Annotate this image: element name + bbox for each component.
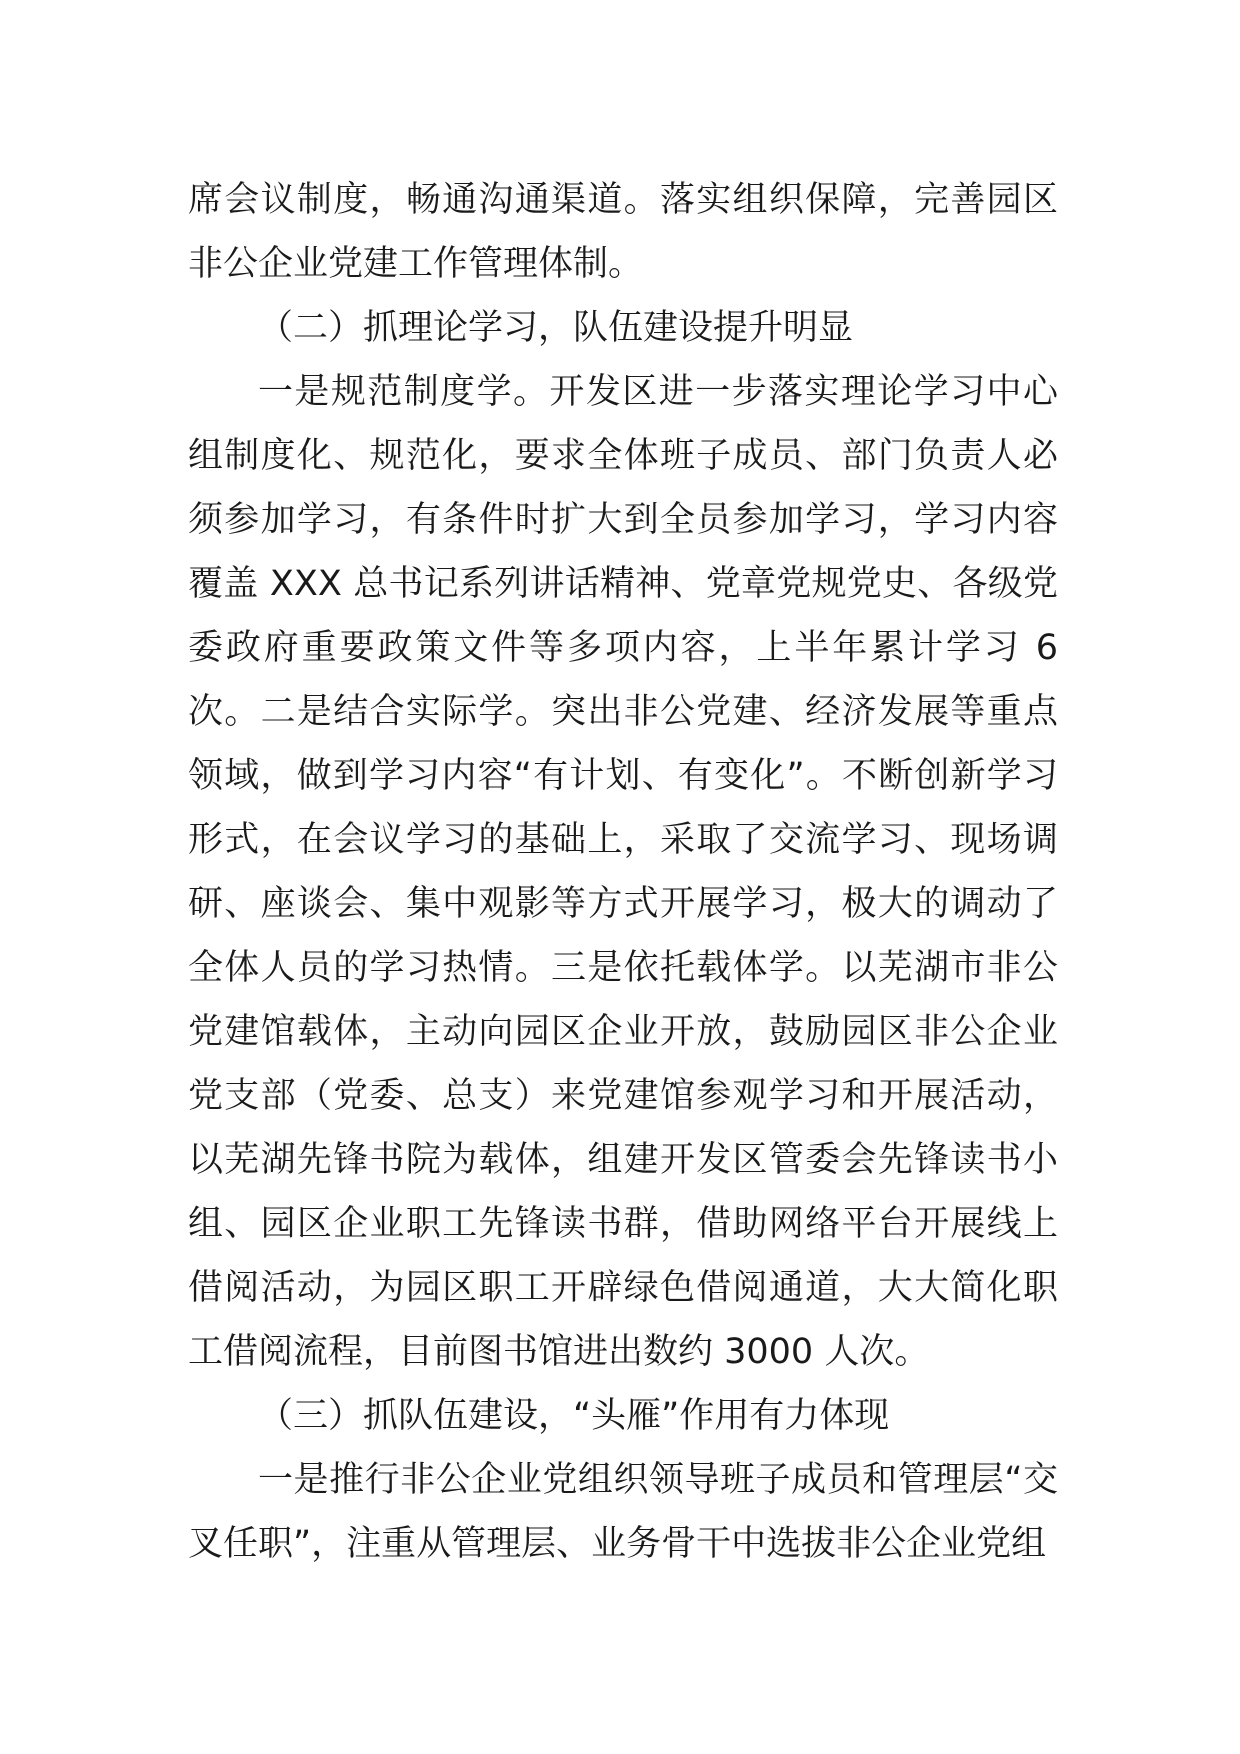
section-heading-3: （三）抓队伍建设，“头雁”作用有力体现 — [258, 1396, 890, 1436]
document-body — [188, 168, 1058, 1576]
section-heading-2: （二）抓理论学习，队伍建设提升明显 — [258, 308, 854, 348]
paragraph-study: 一是规范制度学。开发区进一步落实理论学习中心组制度化、规范化，要求全体班子成员、部门负责人必须参加学习，有条件时扩大到全员参加学习，学习内容覆盖 XXX 总书记系列讲话精神、党章党规党史、各级党委政府重要政策文件等多项内容，上半年累计学习 6 次。二是结合实际学。突出非公党建、经济发展等重点领域，做到学习内容“有计划、有变化”。不断创新学习形式，在会议学习的基础上，采取了交流学习、现场调研、座谈会、集中观影等方式开展学习，极大的调动了全体人员的学习热情。三是依托载体学。以芜湖市非公党建馆载体，主动向园区企业开放，鼓励园区非公企业党支部（党委、总支）来党建馆参观学习和开展活动，以芜湖先锋书院为载体，组建开发区管委会先锋读书小组、园区企业职工先锋读书群，借助网络平台开展线上借阅活动，为园区职工开辟绿色借阅通道，大大简化职工借阅流程，目前图书馆进出数约 3000 人次。 — [188, 372, 1058, 1372]
paragraph-team: 一是推行非公企业党组织领导班子成员和管理层“交叉任职”，注重从管理层、业务骨干中选拔非公企业党组 — [188, 1460, 1058, 1564]
paragraph-continuation: 席会议制度，畅通沟通渠道。落实组织保障，完善园区非公企业党建工作管理体制。 — [188, 180, 1058, 284]
